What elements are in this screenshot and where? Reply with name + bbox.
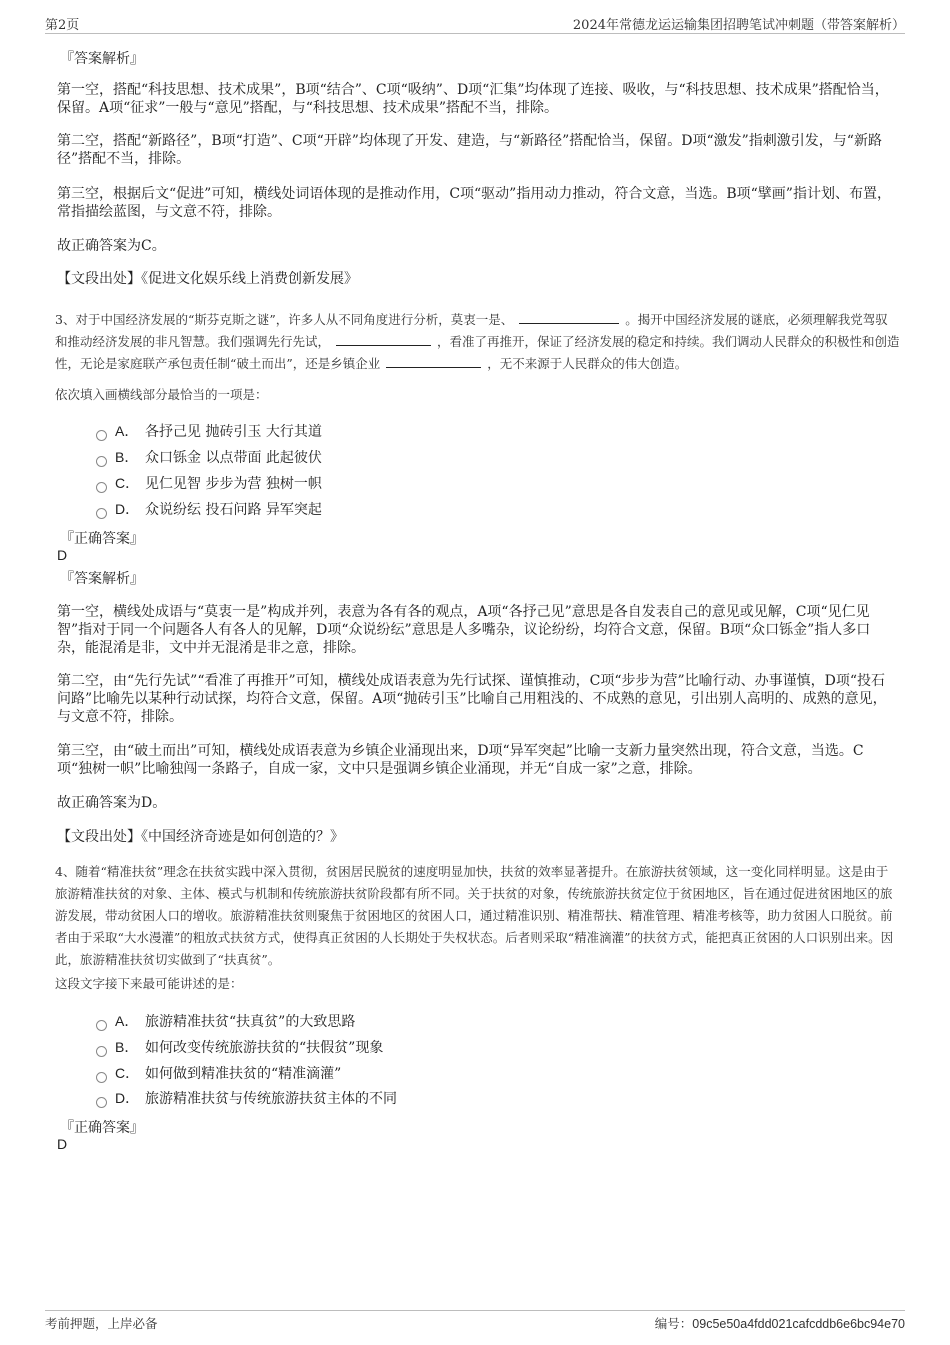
document-title: 2024年常德龙运运输集团招聘笔试冲刺题（带答案解析） [572,18,905,33]
q4-stem: 4、随着“精准扶贫”理念在扶贫实践中深入贯彻，贫困居民脱贫的速度明显加快，扶贫的效率显著提升。在旅游扶贫领域，这一变化同样明显。这是由于旅游精准扶贫的对象、主体、模式与机制和传统旅游扶贫阶段都有所不同。关于扶贫的对象，传统旅游扶贫定位于贫困地区，旨在通过促进贫困地区的旅游发展，带动贫困人口的增收。旅游精准扶贫则聚焦于贫困地区的贫困人口，通过精准识别、精准帮扶、精准管理、精准考核等，助力贫困人口脱贫。前者由于采取“大水漫灌”的粗放式扶贫方式，使得真正贫困的人长期处于失权状态。后者则采取“精准滴灌”的扶贫方式，能把真正贫困的人口识别出来。因此，旅游精准扶贫切实做到了“扶真贫”。 [55,864,894,967]
q3-correct-label: 『正确答案』 [60,531,144,547]
q3-analysis-label: 『答案解析』 [60,571,144,587]
q3-correct-answer: D [57,547,68,563]
option-letter: D． [115,501,140,517]
q3-stem [55,309,900,375]
radio-icon[interactable] [96,508,107,519]
option-letter: B． [115,449,139,465]
option-letter: A． [115,423,139,439]
header-rule [45,33,905,34]
q3-conclusion: 故正确答案为D。 [57,795,167,811]
footer-code-label: 编号： [654,1316,693,1331]
q4-correct-label: 『正确答案』 [60,1120,144,1136]
q3-stem-part3: ，看准了再推开，保证了经济发展的稳定和持续。我们调动人民群众的积极性和创造性，无论是家庭联产承包责任制“破土而出”，还是乡镇企业 [55,334,900,371]
option-letter: D． [115,1090,140,1106]
q3-blank-2 [336,333,431,346]
q4-prompt: 这段文字接下来最可能讲述的是： [55,976,243,991]
q3-prompt: 依次填入画横线部分最恰当的一项是： [55,387,268,402]
q2-analysis-p3: 第三空，根据后文“促进”可知，横线处词语体现的是推动作用，C项“驱动”指用动力推动，符合文意，当选。B项“擘画”指计划、布置，常指描绘蓝图，与文意不符，排除。 [57,186,891,220]
radio-icon[interactable] [96,1072,107,1083]
q3-option-b[interactable] [96,447,322,467]
radio-icon[interactable] [96,482,107,493]
option-text: 各抒己见 抛砖引玉 大行其道 [145,424,322,440]
footer-code-value: 09c5e50a4fdd021cafcddb6e6bc94e70 [692,1317,905,1331]
radio-icon[interactable] [96,1020,107,1031]
option-letter: A． [115,1013,139,1029]
q3-source: 【文段出处】《中国经济奇迹是如何创造的？》 [57,829,344,845]
footer-rule [45,1310,905,1311]
footer-code [655,1314,905,1332]
q3-analysis-p3: 第三空，由“破土而出”可知，横线处成语表意为乡镇企业涌现出来，D项“异军突起”比喻一支新力量突然出现，符合文意，当选。C项“独树一帜”比喻独闯一条路子，自成一家，文中只是强调乡镇企业涌现，并无“自成一家”之意，排除。 [57,743,864,777]
q4-option-c[interactable] [96,1063,341,1083]
q3-stem-part4: ，无不来源于人民群众的伟大创造。 [487,356,688,371]
option-letter: C． [115,1065,140,1081]
q3-stem-part1: 3、对于中国经济发展的“斯芬克斯之谜”，许多人从不同角度进行分析，莫衷一是、 [55,312,514,327]
q4-option-a[interactable] [96,1011,355,1031]
q3-analysis-p1: 第一空，横线处成语与“莫衷一是”构成并列，表意为各有各的观点，A项“各抒己见”意思是各自发表自己的意见或见解，C项“见仁见智”指对于同一个问题各人有各人的见解，D项“众说纷纭”意思是人多嘴杂，议论纷纷，均符合文意，保留。B项“众口铄金”指人多口杂，能混淆是非，文中并无混淆是非之意，排除。 [57,604,871,656]
q3-analysis-p2: 第二空，由“先行先试”“看准了再推开”可知，横线处成语表意为先行试探、谨慎推动，C项“步步为营”比喻行动、办事谨慎，D项“投石问路”比喻先以某种行动试探，均符合文意，保留。A项“抛砖引玉”比喻自己用粗浅的、不成熟的意见，引出别人高明的、成熟的意见，与文意不符，排除。 [57,673,887,725]
q2-source: 【文段出处】《促进文化娱乐线上消费创新发展》 [57,271,358,287]
q3-blank-1 [519,311,619,324]
q2-analysis-p1: 第一空，搭配“科技思想、技术成果”，B项“结合”、C项“吸纳”、D项“汇集”均体现了连接、吸收，与“科技思想、技术成果”搭配恰当，保留。A项“征求”一般与“意见”搭配，与“科技思想、技术成果”搭配不当，排除。 [57,82,889,116]
option-text: 旅游精准扶贫“扶真贫”的大致思路 [145,1014,356,1030]
q4-option-b[interactable] [96,1037,383,1057]
option-text: 旅游精准扶贫与传统旅游扶贫主体的不同 [145,1091,397,1107]
q2-analysis-label: 『答案解析』 [60,51,144,67]
q3-stem-part2: 。揭开中国经济发展的谜底，必须理解我党驾驭和推动经济发展的非凡智慧。我们强调先行先试， [55,312,888,349]
q4-correct-answer: D [57,1136,68,1152]
option-letter: B． [115,1039,139,1055]
q2-analysis-p2: 第二空，搭配“新路径”，B项“打造”、C项“开辟”均体现了开发、建造，与“新路径”搭配恰当，保留。D项“激发”指刺激引发，与“新路径”搭配不当，排除。 [57,133,882,167]
option-text: 见仁见智 步步为营 独树一帜 [145,476,322,492]
option-text: 如何做到精准扶贫的“精准滴灌” [145,1066,342,1082]
q3-option-c[interactable] [96,473,322,493]
option-text: 众口铄金 以点带面 此起彼伏 [145,450,322,466]
page-number: 第2页 [45,18,80,33]
option-letter: C． [115,475,140,491]
q3-option-a[interactable] [96,421,322,441]
option-text: 众说纷纭 投石问路 异军突起 [145,502,322,518]
radio-icon[interactable] [96,1097,107,1108]
q4-option-d[interactable] [96,1088,397,1108]
q3-option-d[interactable] [96,499,322,519]
q2-conclusion: 故正确答案为C。 [57,238,166,254]
q3-blank-3 [386,355,481,368]
radio-icon[interactable] [96,430,107,441]
radio-icon[interactable] [96,456,107,467]
option-text: 如何改变传统旅游扶贫的“扶假贫”现象 [145,1040,384,1056]
footer-slogan: 考前押题，上岸必备 [45,1316,158,1331]
radio-icon[interactable] [96,1046,107,1057]
